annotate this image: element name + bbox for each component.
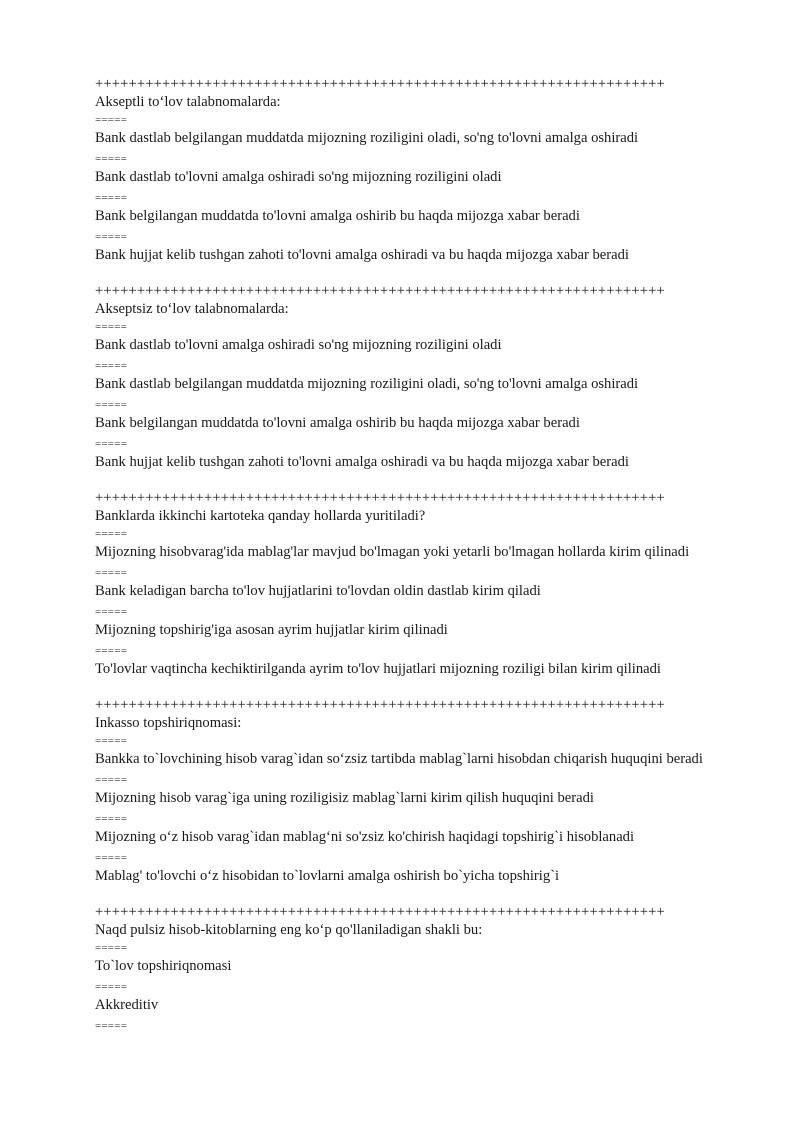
answer-divider: ===== (95, 981, 128, 993)
answer-divider: ===== (95, 735, 128, 747)
answer-option: To`lov topshiriqnomasi (95, 958, 232, 974)
answer-option: Bank belgilangan muddatda to'lovni amalga oshirib bu haqda mijozga xabar beradi (95, 208, 580, 224)
answer-option: Bank hujjat kelib tushgan zahoti to'lovni amalga oshiradi va bu haqda mijozga xabar beradi (95, 247, 629, 263)
question-divider: ++++++++++++++++++++++++++++++++++++++++++++++++++++++++++++++++++++ (95, 490, 665, 506)
question-block (95, 697, 735, 889)
answer-option: Bank dastlab to'lovni amalga oshiradi so'ng mijozning roziligini oladi (95, 337, 502, 353)
answer-option: Bank keladigan barcha to'lov hujjatlarini to'lovdan oldin dastlab kirim qiladi (95, 583, 541, 599)
answer-divider: ===== (95, 813, 128, 825)
answer-divider: ===== (95, 645, 128, 657)
answer-divider: ===== (95, 192, 128, 204)
answer-divider: ===== (95, 567, 128, 579)
answer-divider: ===== (95, 528, 128, 540)
answer-option: Mijozning topshirig'iga asosan ayrim hujjatlar kirim qilinadi (95, 622, 448, 638)
question-divider: ++++++++++++++++++++++++++++++++++++++++++++++++++++++++++++++++++++ (95, 76, 665, 92)
question-block (95, 283, 735, 475)
answer-option: Bank dastlab belgilangan muddatda mijozning roziligini oladi, so'ng to'lovni amalga oshiradi (95, 376, 639, 392)
question-divider: ++++++++++++++++++++++++++++++++++++++++++++++++++++++++++++++++++++ (95, 697, 665, 713)
question-text: Akseptli to‘lov talabnomalarda: (95, 94, 281, 110)
answer-option: Mijozning hisob varag`iga uning roziligisiz mablag`larni kirim qilish huquqini beradi (95, 790, 594, 806)
answer-divider: ===== (95, 153, 128, 165)
answer-option: Bank dastlab to'lovni amalga oshiradi so'ng mijozning roziligini oladi (95, 169, 502, 185)
answer-divider: ===== (95, 942, 128, 954)
question-text: Banklarda ikkinchi kartoteka qanday hollarda yuritiladi? (95, 508, 426, 524)
answer-divider: ===== (95, 231, 128, 243)
question-block (95, 490, 735, 682)
answer-divider: ===== (95, 321, 128, 333)
answer-option: Bank belgilangan muddatda to'lovni amalga oshirib bu haqda mijozga xabar beradi (95, 415, 580, 431)
question-divider: ++++++++++++++++++++++++++++++++++++++++++++++++++++++++++++++++++++ (95, 283, 665, 299)
answer-option: Mijozning hisobvarag'ida mablag'lar mavjud bo'lmagan yoki yetarli bo'lmagan hollarda kirim qilinadi (95, 544, 690, 560)
answer-option: Mijozning o‘z hisob varag`idan mablag‘ni so'zsiz ko'chirish haqidagi topshirig`i hisoblanadi (95, 829, 635, 845)
question-block (95, 76, 735, 268)
question-text: Naqd pulsiz hisob-kitoblarning eng ko‘p qo'llaniladigan shakli bu: (95, 922, 483, 938)
answer-option: Mablag' to'lovchi o‘z hisobidan to`lovlarni amalga oshirish bo`yicha topshirig`i (95, 868, 560, 884)
answer-option: Bank dastlab belgilangan muddatda mijozning roziligini oladi, so'ng to'lovni amalga oshiradi (95, 130, 639, 146)
answer-divider: ===== (95, 360, 128, 372)
answer-divider: ===== (95, 774, 128, 786)
answer-option: To'lovlar vaqtincha kechiktirilganda ayrim to'lov hujjatlari mijozning roziligi bilan kirim qilinadi (95, 661, 661, 677)
answer-divider: ===== (95, 852, 128, 864)
question-divider: ++++++++++++++++++++++++++++++++++++++++++++++++++++++++++++++++++++ (95, 904, 665, 920)
answer-option: Akkreditiv (95, 997, 159, 1013)
question-block (95, 904, 735, 1035)
answer-divider: ===== (95, 438, 128, 450)
question-text: Akseptsiz to‘lov talabnomalarda: (95, 301, 289, 317)
answer-divider: ===== (95, 114, 128, 126)
question-text: Inkasso topshiriqnomasi: (95, 715, 242, 731)
answer-divider: ===== (95, 606, 128, 618)
answer-option: Bank hujjat kelib tushgan zahoti to'lovni amalga oshiradi va bu haqda mijozga xabar beradi (95, 454, 629, 470)
answer-divider: ===== (95, 1020, 128, 1032)
answer-divider: ===== (95, 399, 128, 411)
answer-option: Bankka to`lovchining hisob varag`idan so‘zsiz tartibda mablag`larni hisobdan chiqarish huquqini beradi (95, 751, 703, 767)
document-page (95, 76, 735, 1035)
